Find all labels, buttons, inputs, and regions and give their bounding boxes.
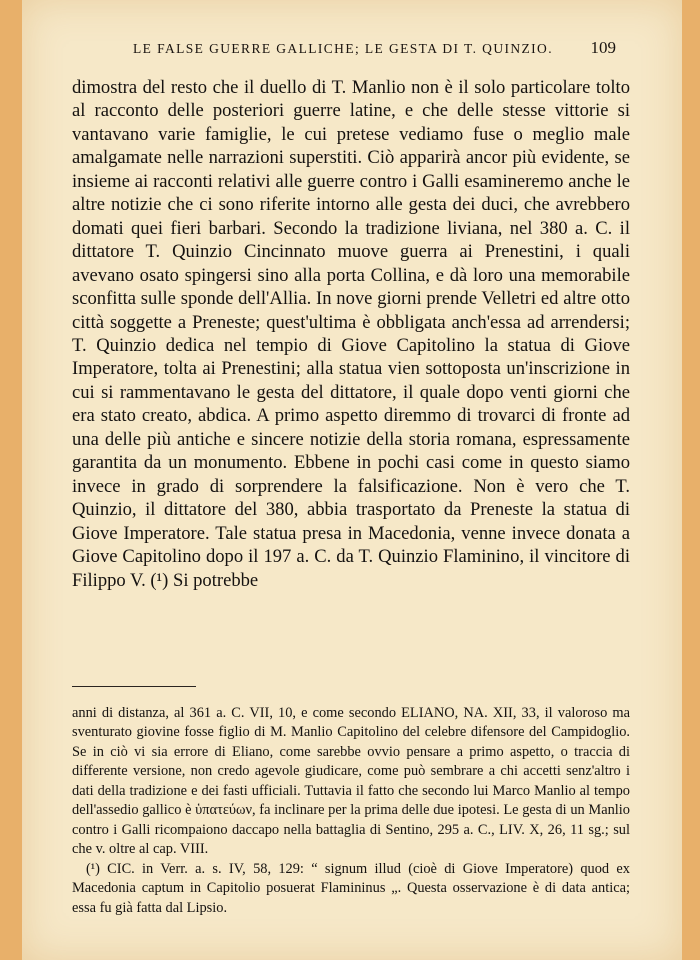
footnotes [72,704,630,918]
page-header [133,38,616,58]
footnote-continuation: anni di distanza, al 361 a. C. VII, 10, e come secondo ELIANO, NA. XII, 33, il valoroso ma sventurato giovine fosse figlio di M. Manlio Capitolino del celebre difensore del Campidoglio. Se in ciò vi sia errore di Eliano, come sarebbe ovvio pensare a primo aspetto, o traccia di differente versione, non credo agevole giudicare, come può sembrare a chi accetti senz'altro i dati della tradizione e dei fasti ufficiali. Tuttavia il fatto che secondo lui Marco Manlio al tempo dell'assedio gallico è ὑπατεύων, fa inclinare per la prima delle due ipotesi. Le gesta di un Manlio contro i Galli ricompaiono daccapo nella battaglia di Sentino, 295 a. C., LIV. X, 26, 11 sg.; sul che v. oltre al cap. VIII. [72,705,630,858]
main-paragraph: dimostra del resto che il duello di T. Manlio non è il solo particolare tolto al racconto delle posteriori guerre latine, e che delle stesse vittorie si vantavano varie famiglie, le cui pretese vediamo fuse o meglio male amalgamate nelle narrazioni superstiti. Ciò apparirà ancor più evidente, se insieme ai racconti relativi alle guerre contro i Galli esamineremo anche le altre notizie che ci sono riferite intorno alle gesta dei duci, che avrebbero domati quei fieri barbari. Secondo la tradizione liviana, nel 380 a. C. il dittatore T. Quinzio Cincinnato muove guerra ai Prenestini, i quali avevano osato spingersi sino alla porta Collina, e dà loro una memorabile sconfitta sulle sponde dell'Allia. In nove giorni prende Velletri ed altre otto città soggette a Preneste; quest'ultima è obbligata anch'essa ad arrendersi; T. Quinzio dedica nel tempio di Giove Capitolino la statua di Giove Imperatore, tolta ai Prenestini; alla statua vien sottoposta un'inscrizione in cui si rammentavano le gesta del dittatore, il quale dopo venti giorni che era stato creato, abdica. A primo aspetto diremmo di trovarci di fronte ad una delle più antiche e sincere notizie della storia romana, espressamente garantita da un monumento. Ebbene in pochi casi come in questo siamo invece in grado di sorprendere la falsificazione. Non è vero che T. Quinzio, il dittatore del 380, abbia trasportato da Preneste la statua di Giove Imperatore. Tale statua presa in Macedonia, venne invece donata a Giove Capitolino dopo il 197 a. C. da T. Quinzio Flaminino, il vincitore di Filippo V. (¹) Si potrebbe [72,77,630,591]
running-head: LE FALSE GUERRE GALLICHE; LE GESTA DI T. QUINZIO. [133,41,553,56]
footnote-rule [72,686,196,687]
page-number: 109 [590,38,616,57]
book-page [22,0,682,960]
body-text [72,76,630,592]
footnote-1: (¹) CIC. in Verr. a. s. IV, 58, 129: “ signum illud (cioè di Giove Imperatore) quod ex Macedonia captum in Capitolio posuerat Flamininus „. Questa osservazione è di data antica; essa fu già fatta dal Lipsio. [72,860,630,916]
